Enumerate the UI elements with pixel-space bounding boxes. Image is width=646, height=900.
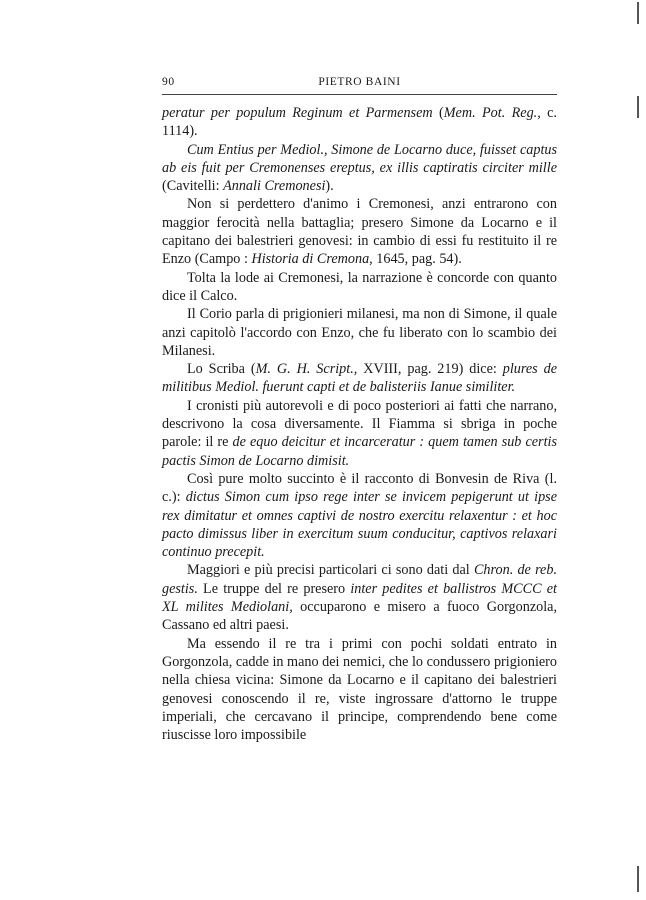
text-run: Maggiori e più precisi particolari ci sono dati dal — [187, 562, 474, 579]
paragraph — [162, 104, 557, 141]
text-run: occuparono e misero a fuoco Gorgonzola, Cassano ed altri paesi. — [162, 599, 557, 634]
text-run: ). — [325, 178, 334, 195]
italic-run: Mem. Pot. Reg., — [443, 105, 541, 121]
running-title: PIETRO BAINI — [318, 76, 401, 88]
text-run: (Cavitelli: — [162, 178, 224, 195]
italic-run: Cum Entius per Mediol., Simone de Locarno duce, fuisset captus ab eis fuit per Cremonenses ereptus, ex illis captiratis circiter mille — [162, 141, 557, 176]
paragraph — [162, 195, 557, 268]
paragraph — [162, 269, 557, 306]
paragraph — [162, 305, 557, 360]
text-run: Il Corio parla di prigionieri milanesi, ma non di Simone, il quale anzi capitolò l'accordo con Enzo, che fu liberato con lo scambio dei Milanesi. — [162, 306, 557, 359]
body-text — [162, 104, 557, 744]
text-run: Tolta la lode ai Cremonesi, la narrazione è concorde con quanto dice il Calco. — [162, 269, 557, 304]
page-edge-mark-top — [637, 2, 639, 24]
page-edge-mark-bottom — [637, 866, 639, 892]
text-run: I cronisti più autorevoli e di poco posteriori ai fatti che narrano, descrivono la cosa diversamente. Il Fiamma si sbriga in poche parole: il re — [162, 397, 557, 451]
text-run: 1645, pag. 54). — [372, 251, 462, 268]
italic-run: de equo deicitur et incarceratur : quem tamen sub certis pactis Simon de Locarno dimisit. — [162, 434, 557, 469]
paragraph — [162, 360, 557, 397]
paragraph — [162, 561, 557, 634]
italic-run: Historia di Cremona, — [251, 251, 373, 268]
page-number: 90 — [162, 76, 175, 88]
italic-run: peratur per populum Reginum et Parmensem — [162, 105, 433, 121]
text-run: Ma essendo il re tra i primi con pochi soldati entrato in Gorgonzola, cadde in mano dei nemici, che lo condussero prigioniero nella chiesa vicina: Simone da Locarno e il capitano dei balestrieri genovesi conoscendo il re, viste ingrossare d'attorno le truppe imperiali, che cercavano il principe, comprendendo bene come riuscisse loro impossibile — [162, 635, 557, 744]
text-run: ( — [432, 105, 444, 121]
paragraph — [162, 470, 557, 561]
text-run: c. 1114). — [162, 105, 557, 140]
italic-run: dictus Simon cum ipso rege inter se invicem pepigerunt ut ipse rex dimitatur et omnes captivi de nostro exercitu relaxentur : et hoc pacto dimissus liber in exercitum suum conducitur, captivos relaxari continuo precepit. — [162, 489, 557, 561]
italic-run: plures de militibus Mediol. fuerunt capti et de balisteriis Ianue similiter. — [162, 361, 557, 396]
header-rule — [162, 94, 557, 95]
italic-run: M. G. H. Script., — [255, 361, 358, 378]
italic-run: Chron. de reb. gestis. — [162, 562, 557, 597]
paragraph — [162, 635, 557, 745]
text-run: Non si perdettero d'animo i Cremonesi, anzi entrarono con maggior ferocità nella battaglia; presero Simone da Locarno e il capitano dei balestrieri genovesi: in cambio di essi fu restituito il re Enzo (Campo : — [162, 196, 557, 268]
text-run: Così pure molto succinto è il racconto di Bonvesin de Riva (l. c.): — [162, 470, 557, 506]
page-edge-mark-middle — [637, 96, 639, 118]
italic-run: Annali Cremonesi — [223, 178, 326, 195]
text-run: Le truppe del re presero — [197, 580, 351, 597]
text-run: Lo Scriba ( — [187, 361, 256, 378]
italic-run: inter pedites et ballistros MCCC et XL milites Mediolani, — [162, 580, 557, 616]
paragraph — [162, 141, 557, 196]
paragraph — [162, 397, 557, 470]
text-run: XVIII, pag. 219) dice: — [357, 361, 503, 378]
